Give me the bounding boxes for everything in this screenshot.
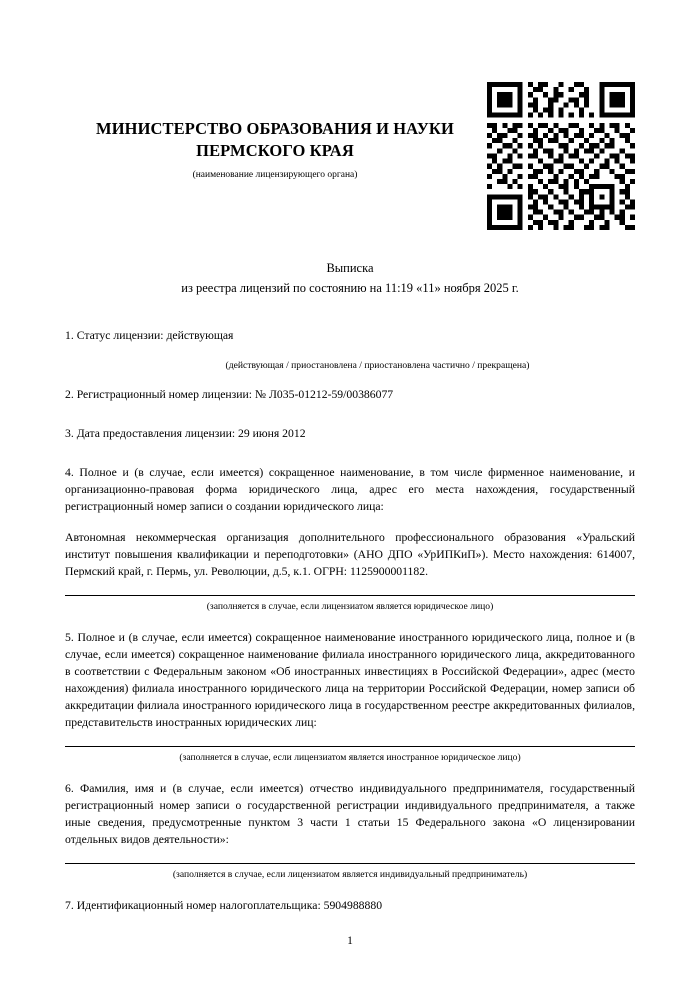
divider: [65, 746, 635, 747]
item-4-legal-entity-label: 4. Полное и (в случае, если имеется) сокращенное наименование, в том числе фирменное наименование, и организационно-правовая форма юридического лица, адрес его места нахождения, государственный регистрационный номер записи о создании юридического лица:: [65, 466, 635, 514]
item-4-legal-entity-value: Автономная некоммерческая организация дополнительного профессионального образования «Уральский институт повышения квалификации и переподготовки» (АНО ДПО «УрИПКиП»). Место нахождения: 614007, Пермский край, г. Пермь, ул. Революции, д.5, к.1. ОГРН: 1125900001182.: [65, 531, 635, 579]
title-line-1: Выписка: [326, 260, 374, 275]
page-number: 1: [347, 935, 353, 947]
title-line-2: из реестра лицензий по состоянию на 11:19 «11» ноября 2025 г.: [181, 280, 519, 295]
item-6-individual-entrepreneur-label: 6. Фамилия, имя и (в случае, если имеется) отчество индивидуального предпринимателя, государственный регистрационный номер записи о государственной регистрации индивидуального предпринимателя, а также иные сведения, предусмотренные пунктом 3 части 1 статьи 15 Федерального закона «О лицензировании отдельных видов деятельности»:: [65, 781, 635, 846]
document-header: [65, 0, 485, 180]
item-1-note: (действующая / приостановлена / приостановлена частично / прекращена): [225, 359, 530, 371]
divider: [65, 595, 635, 596]
spacer: [65, 418, 635, 426]
spacer: [65, 457, 635, 465]
item-4-note: (заполняется в случае, если лицензиатом является юридическое лицо): [206, 601, 494, 613]
divider: [65, 863, 635, 864]
licensing-authority-name: МИНИСТЕРСТВО ОБРАЗОВАНИЯ И НАУКИ ПЕРМСКОГО КРАЯ: [96, 119, 454, 160]
item-6-note: (заполняется в случае, если лицензиатом является индивидуальный предприниматель): [172, 868, 528, 880]
document-body: [65, 328, 635, 915]
document-title: [65, 258, 635, 298]
item-2-registration-number: 2. Регистрационный номер лицензии: № Л035-01212-59/00386077: [65, 388, 394, 402]
licensing-authority-note: (наименование лицензирующего органа): [192, 169, 358, 180]
item-3-issue-date: 3. Дата предоставления лицензии: 29 июня 2012: [65, 427, 306, 441]
item-5-note: (заполняется в случае, если лицензиатом является иностранное юридическое лицо): [179, 751, 521, 763]
item-1-status: 1. Статус лицензии: действующая: [65, 328, 234, 342]
item-7-taxpayer-number: 7. Идентификационный номер налогоплательщика: 5904988880: [65, 898, 383, 912]
qr-code: [487, 82, 635, 230]
item-5-foreign-entity-label: 5. Полное и (в случае, если имеется) сокращенное наименование иностранного юридического лица, полное и (в случае, если имеется) сокращенное наименование филиала иностранного юридического лица, аккредитованного в соответствии с Федеральным законом «Об иностранных инвестициях в Российской Федерации», адрес (место нахождения) филиала иностранного юридического лица на территории Российской Федерации, номер записи об аккредитации филиала иностранного юридического лица в государственном реестре аккредитованных филиалов, представительств иностранных юридических лиц:: [65, 631, 635, 729]
